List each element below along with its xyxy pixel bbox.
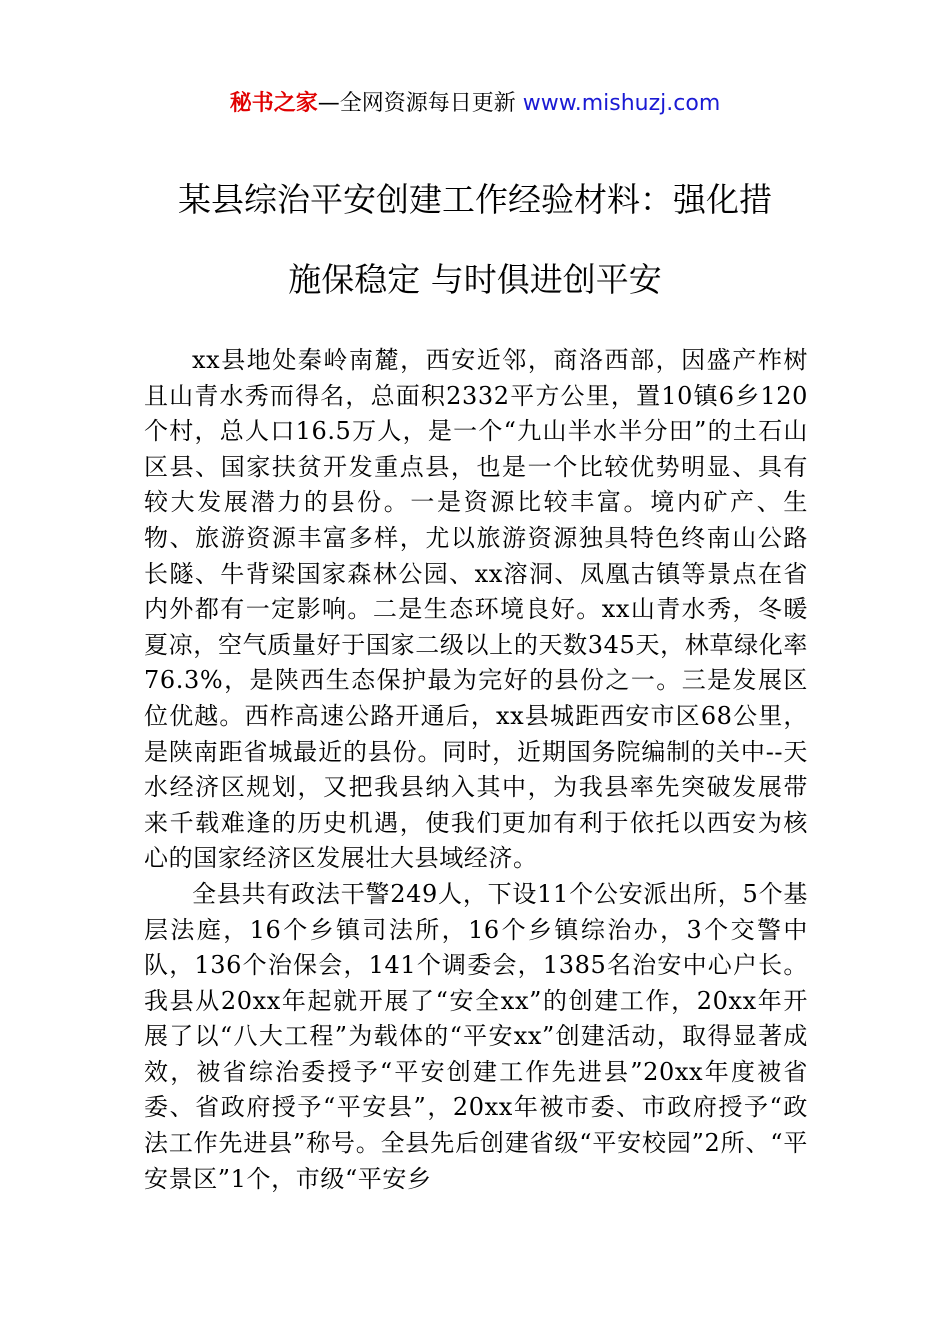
site-header [0,88,950,120]
site-url-link[interactable]: www.mishuzj.com [522,91,721,116]
site-brand: 秘书之家 [229,91,318,116]
paragraph-1: xx县地处秦岭南麓，西安近邻，商洛西部，因盛产柞树且山青水秀而得名，总面积2332平方公里，置10镇6乡120个村，总人口16.5万人，是一个“九山半水半分田”的土石山区县、国家扶贫开发重点县，也是一个比较优势明显、具有较大发展潜力的县份。一是资源比较丰富。境内矿产、生物、旅游资源丰富多样，尤以旅游资源独具特色终南山公路长隧、牛背梁国家森林公园、xx溶洞、凤凰古镇等景点在省内外都有一定影响。二是生态环境良好。xx山青水秀，冬暖夏凉，空气质量好于国家二级以上的天数345天，林草绿化率76.3%，是陕西生态保护最为完好的县份之一。三是发展区位优越。西柞高速公路开通后，xx县城距西安市区68公里，是陕南距省城最近的县份。同时，近期国务院编制的关中--天水经济区规划，又把我县纳入其中，为我县率先突破发展带来千载难逢的历史机遇，使我们更加有利于依托以西安为核心的国家经济区发展壮大县域经济。 [144,346,808,873]
document-title [130,160,820,320]
title-line-2: 施保稳定 与时俱进创平安 [288,260,662,299]
paragraph-2: 全县共有政法干警249人，下设11个公安派出所，5个基层法庭，16个乡镇司法所，16个乡镇综治办，3个交警中队，136个治保会，141个调委会，1385名治安中心户长。我县从20xx年起就开展了“安全xx”的创建工作，20xx年开展了以“八大工程”为载体的“平安xx”创建活动，取得显著成效，被省综治委授予“平安创建工作先进县”20xx年度被省委、省政府授予“平安县”，20xx年被市委、市政府授予“政法工作先进县”称号。全县先后创建省级“平安校园”2所、“平安景区”1个，市级“平安乡 [144,879,808,1193]
document-body [144,343,808,1197]
title-line-1: 某县综治平安创建工作经验材料：强化措 [178,180,772,219]
site-tagline: —全网资源每日更新 [317,91,523,116]
